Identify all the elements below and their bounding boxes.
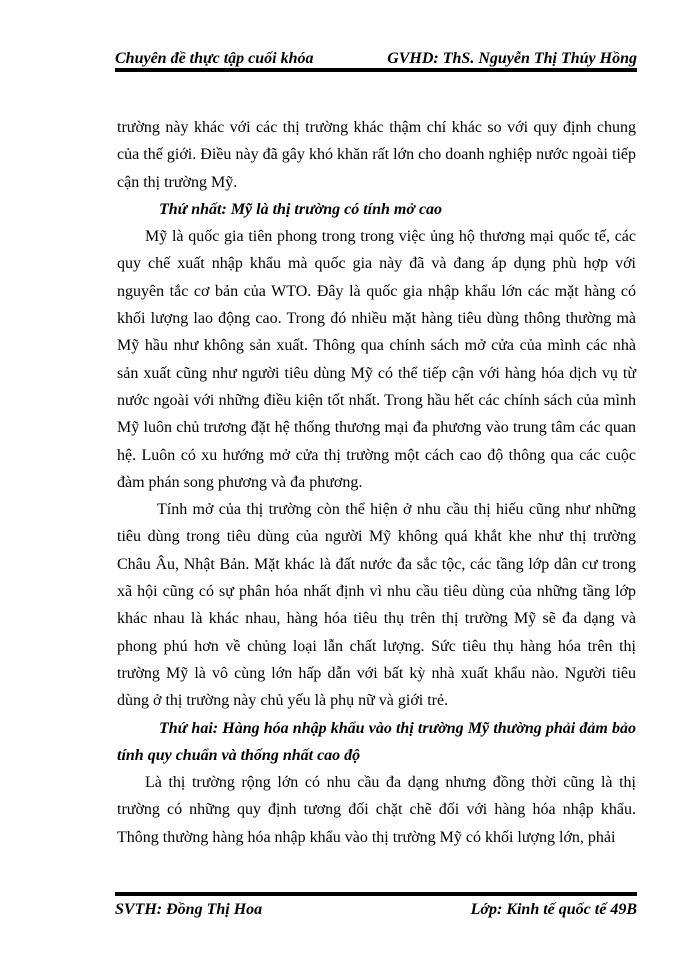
- paragraph-consumer-demand: Tính mở của thị trường còn thể hiện ở nhu cầu thị hiếu cũng như những tiêu dùng trong tiêu dùng của người Mỹ không quá khắt khe như thị trường Châu Âu, Nhật Bản. Mặt khác là đất nước đa sắc tộc, các tầng lớp dân cư trong xã hội cũng có sự phân hóa nhất định vì nhu cầu tiêu dùng của những tầng lớp khác nhau là khác nhau, hàng hóa tiêu thụ trên thị trường Mỹ sẽ đa dạng và phong phú hơn về chủng loại lẫn chất lượng. Sức tiêu thụ hàng hóa trên thị trường Mỹ là vô cùng lớn hấp dẫn với bất kỳ nhà xuất khẩu nào. Người tiêu dùng ở thị trường này chủ yếu là phụ nữ và giới trẻ.: [117, 501, 636, 710]
- paragraph-import-standards: Là thị trường rộng lớn có nhu cầu đa dạng nhưng đồng thời cũng là thị trường có những quy định tương đối chặt chẽ đối với hàng hóa nhập khẩu. Thông thường hàng hóa nhập khẩu vào thị trường Mỹ có khối lượng lớn, phải: [117, 774, 636, 846]
- document-body: [117, 114, 636, 851]
- section-heading-second: Thứ hai: Hàng hóa nhập khẩu vào thị trường Mỹ thường phải đảm bảo tính quy chuẩn và thống nhất cao độ: [117, 719, 636, 764]
- header-divider: [115, 68, 637, 72]
- page-header: [115, 38, 637, 68]
- page-footer: [115, 901, 637, 919]
- section-heading-first: Thứ nhất: Mỹ là thị trường có tính mở cao: [159, 200, 443, 218]
- paragraph-continuation: trường này khác với các thị trường khác thậm chí khác so với quy định chung của thế giới. Điều này đã gây khó khăn rất lớn cho doanh nghiệp nước ngoài tiếp cận thị trường Mỹ.: [117, 119, 636, 191]
- header-supervisor: GVHD: ThS. Nguyễn Thị Thúy Hồng: [387, 50, 637, 67]
- header-course-title: Chuyên đề thực tập cuối khóa: [115, 50, 314, 67]
- footer-student-name: SVTH: Đồng Thị Hoa: [115, 901, 263, 918]
- footer-class-name: Lớp: Kinh tế quốc tế 49B: [470, 901, 637, 918]
- paragraph-open-market: Mỹ là quốc gia tiên phong trong trong việc ủng hộ thương mại quốc tế, các quy chế xuất nhập khẩu mà quốc gia này đã và đang áp dụng phù hợp với nguyên tắc cơ bản của WTO. Đây là quốc gia nhập khẩu lớn các mặt hàng có khối lượng lao động cao. Trong đó nhiều mặt hàng tiêu dùng thông thường mà Mỹ hầu như không sản xuất. Thông qua chính sách mở cửa của mình các nhà sản xuất cũng như người tiêu dùng Mỹ có thể tiếp cận với hàng hóa dịch vụ từ nước ngoài với những điều kiện tốt nhất. Trong hầu hết các chính sách của mình Mỹ luôn chủ trương đặt hệ thống thương mại đa phương vào trung tâm các quan hệ. Luôn có xu hướng mở cửa thị trường một cách cao độ thông qua các cuộc đàm phán song phương và đa phương.: [117, 228, 636, 491]
- footer-divider: [115, 892, 637, 896]
